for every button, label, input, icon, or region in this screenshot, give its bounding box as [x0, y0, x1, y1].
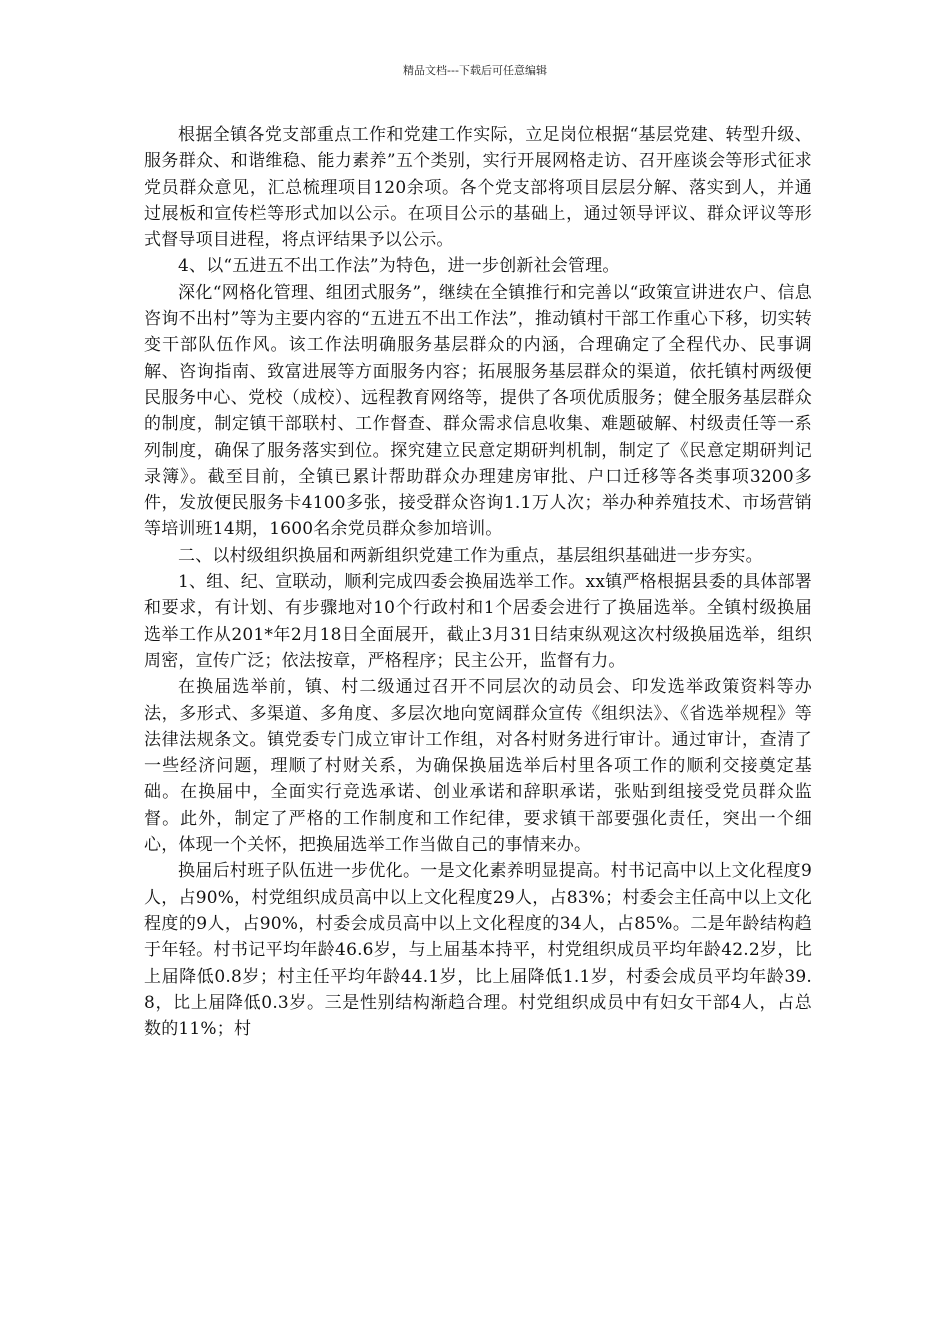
paragraph: 1、组、纪、宣联动，顺利完成四委会换届选举工作。xx镇严格根据县委的具体部署和要求，有计划、有步骤地对10个行政村和1个居委会进行了换届选举。全镇村级换届选举工作从201*年2月18日全面展开，截止3月31日结束纵观这次村级换届选举，组织周密，宣传广泛；依法按章，严格程序；民主公开，监督有力。 — [144, 572, 812, 671]
paragraph: 在换届选举前，镇、村二级通过召开不同层次的动员会、印发选举政策资料等办法，多形式、多渠道、多角度、多层次地向宽阔群众宣传《组织法》、《省选举规程》等法律法规条文。镇党委专门成立审计工作组，对各村财务进行审计。通过审计，查清了一些经济问题，理顺了村财关系，为确保换届选举后村里各项工作的顺利交接奠定基础。在换届中，全面实行竞选承诺、创业承诺和辞职承诺，张贴到组接受党员群众监督。此外，制定了严格的工作制度和工作纪律，要求镇干部要强化责任，突出一个细心，体现一个关怀，把换届选举工作当做自己的事情来办。 — [144, 677, 812, 856]
paragraph: 换届后村班子队伍进一步优化。一是文化素养明显提高。村书记高中以上文化程度9人，占90%，村党组织成员高中以上文化程度29人，占83%；村委会主任高中以上文化程度的9人，占90%，村委会成员高中以上文化程度的34人，占85%。二是年龄结构趋于年轻。村书记平均年龄46.6岁，与上届基本持平，村党组织成员平均年龄42.2岁，比上届降低0.8岁；村主任平均年龄44.1岁，比上届降低1.1岁，村委会成员平均年龄39.8，比上届降低0.3岁。三是性别结构渐趋合理。村党组织成员中有妇女干部4人，占总数的11%；村 — [144, 861, 812, 1040]
section-heading: 二、以村级组织换届和两新组织党建工作为重点，基层组织基础进一步夯实。 — [178, 545, 763, 566]
document-body — [144, 122, 812, 1042]
paragraph: 深化“网格化管理、组团式服务”，继续在全镇推行和完善以“政策宣讲进农户、信息咨询不出村”等为主要内容的“五进五不出工作法”，推动镇村干部工作重心下移，切实转变干部队伍作风。该工作法明确服务基层群众的内涵，合理确定了全程代办、民事调解、咨询指南、致富进展等方面服务内容；拓展服务基层群众的渠道，依托镇村两级便民服务中心、党校（成校）、远程教育网络等，提供了各项优质服务；健全服务基层群众的制度，制定镇干部联村、工作督查、群众需求信息收集、难题破解、村级责任等一系列制度，确保了服务落实到位。探究建立民意定期研判机制，制定了《民意定期研判记录簿》。截至目前，全镇已累计帮助群众办理建房审批、户口迁移等各类事项3200多件，发放便民服务卡4100多张，接受群众咨询1.1万人次；举办种养殖技术、市场营销等培训班14期，1600名余党员群众参加培训。 — [144, 282, 812, 540]
paragraph: 根据全镇各党支部重点工作和党建工作实际，立足岗位根据“基层党建、转型升级、服务群众、和谐维稳、能力素养”五个类别，实行开展网格走访、召开座谈会等形式征求党员群众意见，汇总梳理项目120余项。各个党支部将项目层层分解、落实到人，并通过展板和宣传栏等形式加以公示。在项目公示的基础上，通过领导评议、群众评议等形式督导项目进程，将点评结果予以公示。 — [144, 125, 812, 251]
page-header: 精品文档---下载后可任意编辑 — [403, 64, 547, 77]
section-heading: 4、以“五进五不出工作法”为特色，进一步创新社会管理。 — [178, 256, 620, 277]
